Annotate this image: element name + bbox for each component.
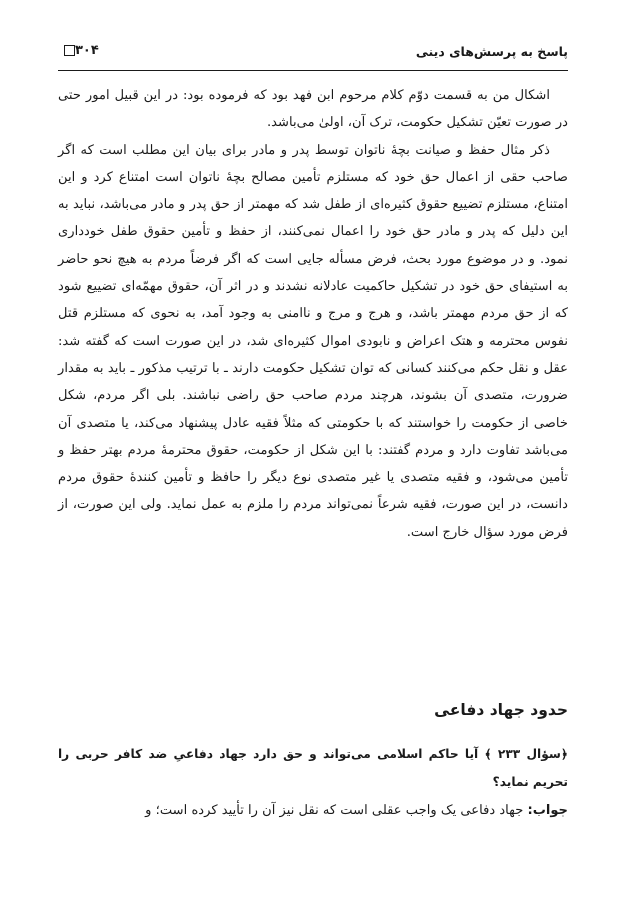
answer-label: جواب: — [527, 803, 568, 818]
answer-text: جهاد دفاعی یک واجب عقلی است که نقل نیز آن را تأیید کرده است؛ و — [145, 803, 528, 818]
header-rule — [58, 70, 568, 71]
square-outline-icon — [64, 45, 75, 56]
paragraph-2: ذکر مثال حفظ و صیانت بچهٔ ناتوان توسط پدر و مادر برای بیان این مطلب است که اگر صاحب حقی از اعمال حق خود که مستلزم تأمین مصالح بچهٔ ناتوان است امتناع کرد و این امتناع، مستلزم تضییع حقوق کثیره‌ای از طفل شد که مهمتر از حق پدر و مادر می‌باشد، نباید به این دلیل که پدر و مادر حق خود را اعمال نمی‌کنند، از حفظ و تأمین حقوق طفل خودداری نمود. و در موضوع مورد بحث، فرض مسأله جایی است که اگر فرضاً مردم به هیچ نحو حاضر به استیفای حق خود در تشکیل حاکمیت عادلانه نشدند و در اثر آن، حقوق مهمّه‌ای تضییع شود که از حق مردم مهمتر باشد، و هرج و مرج و ناامنی به وجود آمد، به نحوی که مستلزم قتل نفوس محترمه و هتک اعراض و نابودی اموال کثیره‌ای شد، در این صورت است که گفته شد: عقل و نقل حکم می‌کنند کسانی که توان تشکیل حکومت دارند ـ با ترتیب مذکور ـ باید به مقدار ضرورت، متصدی آن بشوند، هرچند مردم صاحب حق راضی نباشند. بلی اگر مردم، شکل خاصی از حکومت را خواستند که با حکومتی که مثلاً فقیه عادل پیشنهاد می‌کند، یا متصدی آن می‌باشد تفاوت دارد و مردم گفتند: با این شکل از حکومت، حقوق محترمهٔ مردم بهتر حفظ و تأمین می‌شود، و فقیه متصدی یا غیر متصدی نوع دیگر را حافظ و تأمین کنندهٔ حقوق مردم دانست، در این صورت، فقیه شرعاً نمی‌تواند مردم را ملزم به عمل نماید. ولی این صورت، از فرض مورد سؤال خارج است. — [58, 142, 568, 540]
page-number: ۳۰۴ — [75, 43, 99, 58]
question-233: ﴿سؤال ۲۳۳ ﴾ آیا حاکم اسلامی می‌تواند و حق دارد جهاد دفاعیِ ضد کافر حربی را تحریم نماید؟ — [58, 747, 568, 789]
answer-block — [58, 797, 568, 824]
running-title: پاسخ به پرسش‌های دینی — [415, 44, 568, 59]
paragraph-1: اشکال من به قسمت دوّم کلام مرحوم ابن فهد بود که فرموده بود: در این قبیل امور حتی در صورت تعیّن تشکیل حکومت، ترک آن، اولیٰ می‌باشد. — [58, 88, 568, 131]
body-text — [58, 82, 568, 546]
section-heading: حدود جهاد دفاعی — [434, 701, 568, 719]
page-number-box — [58, 43, 99, 58]
running-header — [58, 40, 568, 64]
